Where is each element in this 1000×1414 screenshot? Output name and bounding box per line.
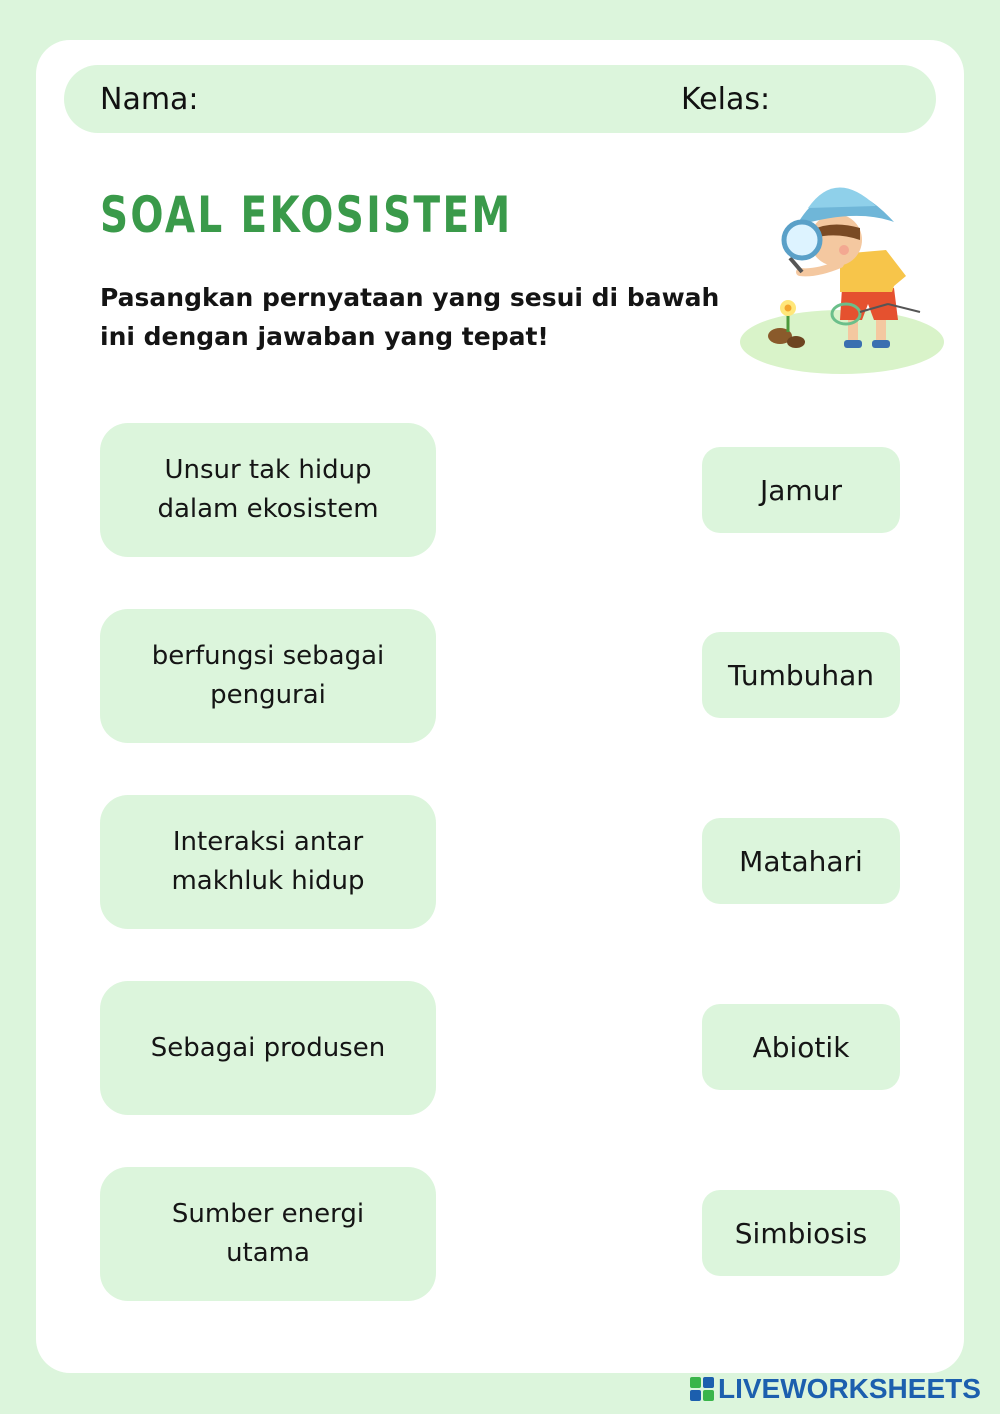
question-text-5: Sumber energi utama <box>171 1199 365 1268</box>
explorer-child-illustration <box>736 164 948 380</box>
question-text-3: Interaksi antar makhluk hidup <box>171 827 365 896</box>
question-box-3[interactable] <box>100 795 436 929</box>
brand-name: LIVEWORKSHEETS <box>718 1373 981 1404</box>
answer-box-2[interactable]: Tumbuhan <box>702 632 900 718</box>
question-box-2[interactable] <box>100 609 436 743</box>
question-text-1: Unsur tak hidup dalam ekosistem <box>157 455 379 524</box>
class-label: Kelas: <box>681 82 771 117</box>
name-label: Nama: <box>100 82 199 117</box>
question-text-2: berfungsi sebagai pengurai <box>151 641 385 710</box>
question-box-4[interactable] <box>100 981 436 1115</box>
worksheet-title: SOAL EKOSISTEM <box>100 186 513 244</box>
liveworksheets-logo <box>690 1373 981 1405</box>
answer-box-1[interactable]: Jamur <box>702 447 900 533</box>
question-box-1[interactable] <box>100 423 436 557</box>
answer-box-5[interactable]: Simbiosis <box>702 1190 900 1276</box>
answer-box-4[interactable]: Abiotik <box>702 1004 900 1090</box>
question-box-5[interactable] <box>100 1167 436 1301</box>
question-text-4: Sebagai produsen <box>150 1032 386 1063</box>
liveworksheets-mark-icon <box>690 1377 714 1401</box>
instruction-text: Pasangkan pernyataan yang sesui di bawah ini dengan jawaban yang tepat! <box>100 283 720 351</box>
name-class-bar <box>64 65 936 133</box>
answer-box-3[interactable]: Matahari <box>702 818 900 904</box>
